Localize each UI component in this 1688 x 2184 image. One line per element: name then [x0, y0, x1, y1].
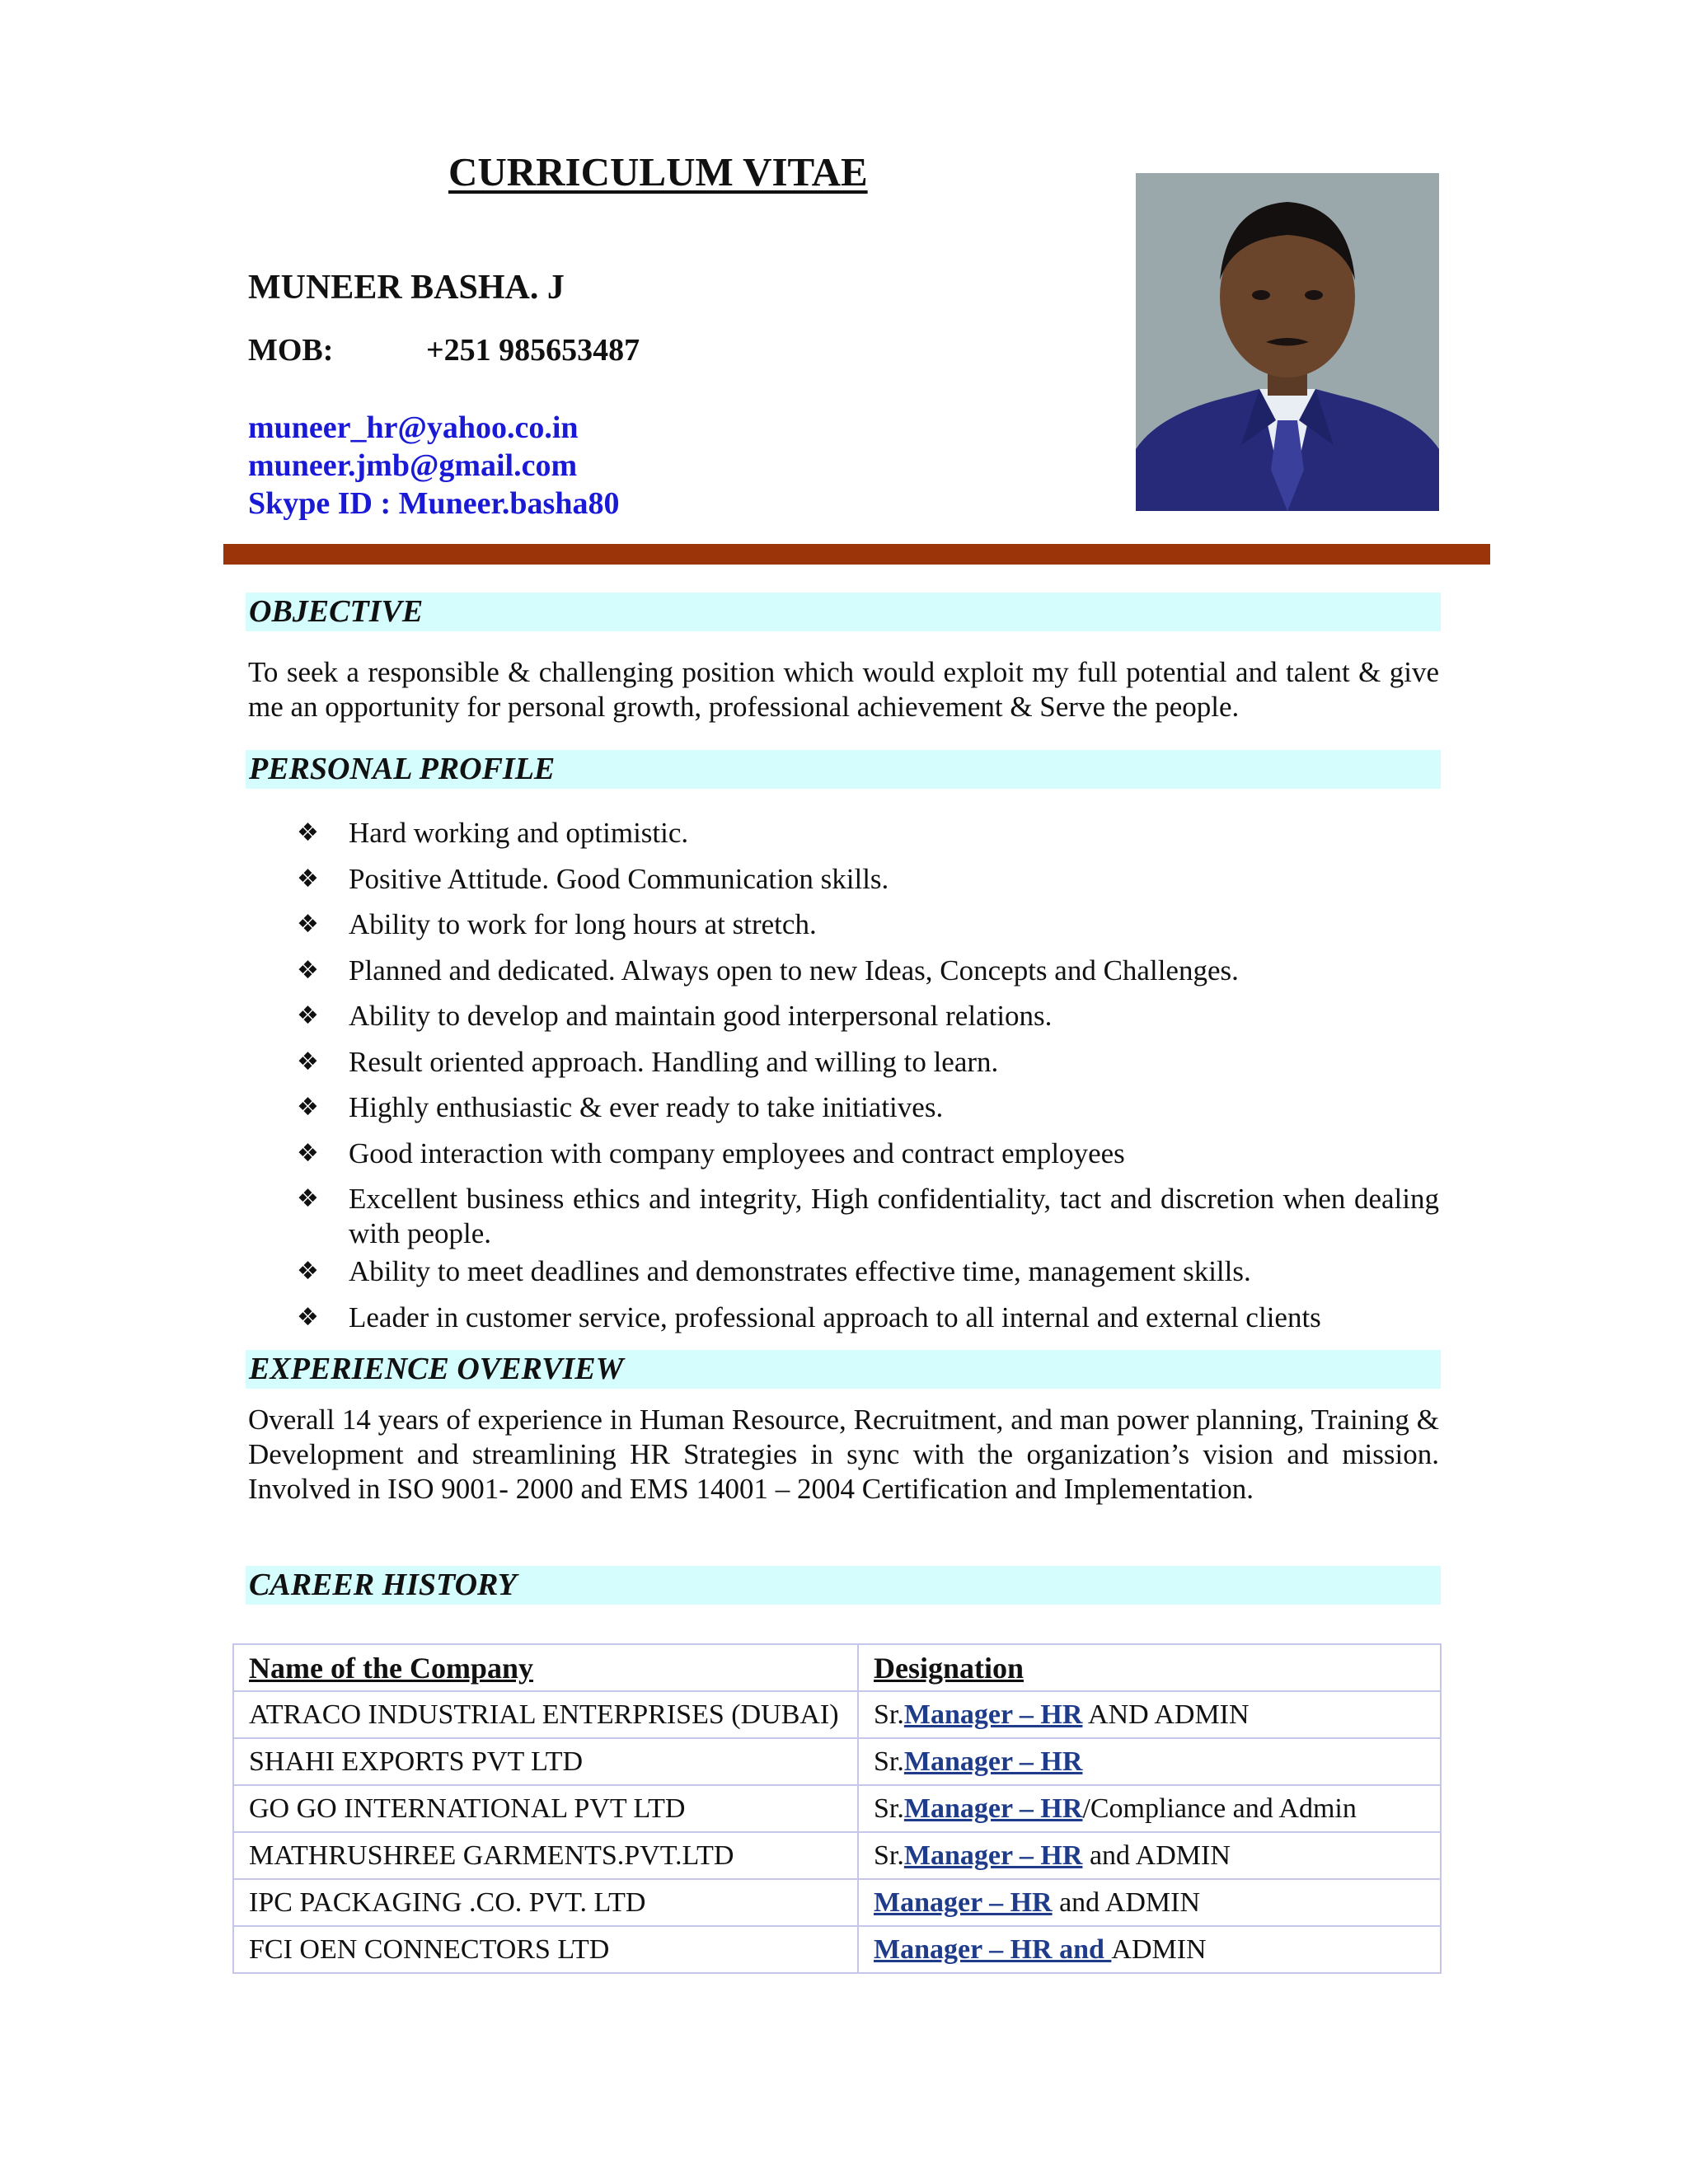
personal-profile-list [297, 816, 1439, 1346]
candidate-name: MUNEER BASHA. J [248, 269, 565, 307]
manager-hr-link[interactable]: Manager – HR [903, 1699, 1083, 1730]
bullet-diamond-icon: ❖ [297, 910, 319, 939]
table-row [233, 1926, 1441, 1973]
bullet-diamond-icon: ❖ [297, 1047, 319, 1076]
page-title: CURRICULUM VITAE [448, 149, 868, 194]
designation-cell: Sr.Manager – HR/Compliance and Admin [858, 1785, 1441, 1832]
table-row [233, 1691, 1441, 1738]
email-yahoo[interactable]: muneer_hr@yahoo.co.in [248, 410, 579, 445]
company-cell: MATHRUSHREE GARMENTS.PVT.LTD [233, 1832, 858, 1879]
designation-cell: Manager – HR and ADMIN [858, 1926, 1441, 1973]
career-history-heading [246, 1566, 1441, 1605]
table-row [233, 1785, 1441, 1832]
company-cell: SHAHI EXPORTS PVT LTD [233, 1738, 858, 1785]
list-item: ❖ Result oriented approach. Handling and willing to learn. [297, 1045, 999, 1078]
career-history-heading-text: CAREER HISTORY [249, 1568, 517, 1602]
mobile-number: +251 985653487 [426, 333, 640, 368]
experience-overview-heading-text: EXPERIENCE OVERVIEW [249, 1352, 624, 1386]
bullet-diamond-icon: ❖ [297, 1257, 319, 1286]
manager-hr-link[interactable]: Manager – HR [903, 1793, 1083, 1824]
table-header-row [233, 1644, 1441, 1691]
bullet-diamond-icon: ❖ [297, 1302, 319, 1332]
experience-overview-heading [246, 1350, 1441, 1389]
company-cell: ATRACO INDUSTRIAL ENTERPRISES (DUBAI) [233, 1691, 858, 1738]
designation-cell: Manager – HR and ADMIN [858, 1879, 1441, 1926]
column-header-company: Name of the Company [233, 1644, 858, 1691]
table-row [233, 1738, 1441, 1785]
mobile-label: MOB: [248, 333, 334, 368]
bullet-diamond-icon: ❖ [297, 1184, 319, 1213]
bullet-diamond-icon: ❖ [297, 818, 319, 847]
manager-hr-link[interactable]: Manager – HR [903, 1746, 1083, 1777]
objective-heading [246, 593, 1441, 631]
manager-hr-link[interactable]: Manager – HR [903, 1840, 1083, 1871]
bullet-diamond-icon: ❖ [297, 864, 319, 893]
bullet-diamond-icon: ❖ [297, 955, 319, 985]
career-history-table [232, 1643, 1442, 1974]
list-item: ❖ Ability to work for long hours at stretch. [297, 908, 817, 940]
list-item: ❖ Good interaction with company employees and contract employees [297, 1137, 1125, 1169]
bullet-diamond-icon: ❖ [297, 1093, 319, 1122]
bullet-diamond-icon: ❖ [297, 1001, 319, 1030]
email-gmail[interactable]: muneer.jmb@gmail.com [248, 448, 578, 483]
list-item: ❖ Hard working and optimistic. [297, 817, 689, 849]
objective-heading-text: OBJECTIVE [249, 594, 424, 629]
objective-text: To seek a responsible & challenging position which would exploit my full potential and talent & give me an opportunity for personal growth, professional achievement & Serve the people. [248, 656, 1439, 723]
list-item: ❖ Planned and dedicated. Always open to new Ideas, Concepts and Challenges. [297, 954, 1239, 987]
header-divider [223, 544, 1490, 565]
list-item: ❖ Highly enthusiastic & ever ready to take initiatives. [297, 1091, 944, 1123]
company-cell: GO GO INTERNATIONAL PVT LTD [233, 1785, 858, 1832]
personal-profile-heading [246, 750, 1441, 789]
list-item: ❖ Positive Attitude. Good Communication skills. [297, 862, 889, 895]
skype-id: Skype ID : Muneer.basha80 [248, 486, 620, 521]
list-item: ❖ Ability to develop and maintain good interpersonal relations. [297, 1000, 1053, 1032]
experience-overview-text: Overall 14 years of experience in Human Resource, Recruitment, and man power planning, Training & Development and streamlining HR Strategies in sync with the organization’s vision and mission. Involved in ISO 9001- 2000 and EMS 14001 – 2004 Certification and Implementation. [248, 1404, 1439, 1505]
designation-cell: Sr.Manager – HR [858, 1738, 1441, 1785]
company-cell: IPC PACKAGING .CO. PVT. LTD [233, 1879, 858, 1926]
list-item: ❖ Excellent business ethics and integrity, High confidentiality, tact and discretion when dealing with people. [297, 1183, 1439, 1249]
designation-cell: Sr.Manager – HR and ADMIN [858, 1832, 1441, 1879]
company-cell: FCI OEN CONNECTORS LTD [233, 1926, 858, 1973]
list-item: ❖ Leader in customer service, professional approach to all internal and external clients [297, 1301, 1321, 1333]
column-header-designation: Designation [858, 1644, 1441, 1691]
manager-hr-link[interactable]: Manager – HR [874, 1886, 1053, 1918]
designation-cell: Sr.Manager – HR AND ADMIN [858, 1691, 1441, 1738]
table-row [233, 1832, 1441, 1879]
list-item: ❖ Ability to meet deadlines and demonstrates effective time, management skills. [297, 1255, 1251, 1287]
portrait-illustration [1136, 173, 1439, 511]
bullet-diamond-icon: ❖ [297, 1138, 319, 1168]
profile-photo [1136, 173, 1439, 511]
table-row [233, 1879, 1441, 1926]
personal-profile-heading-text: PERSONAL PROFILE [249, 752, 556, 786]
manager-hr-link[interactable]: Manager – HR and [874, 1933, 1112, 1965]
